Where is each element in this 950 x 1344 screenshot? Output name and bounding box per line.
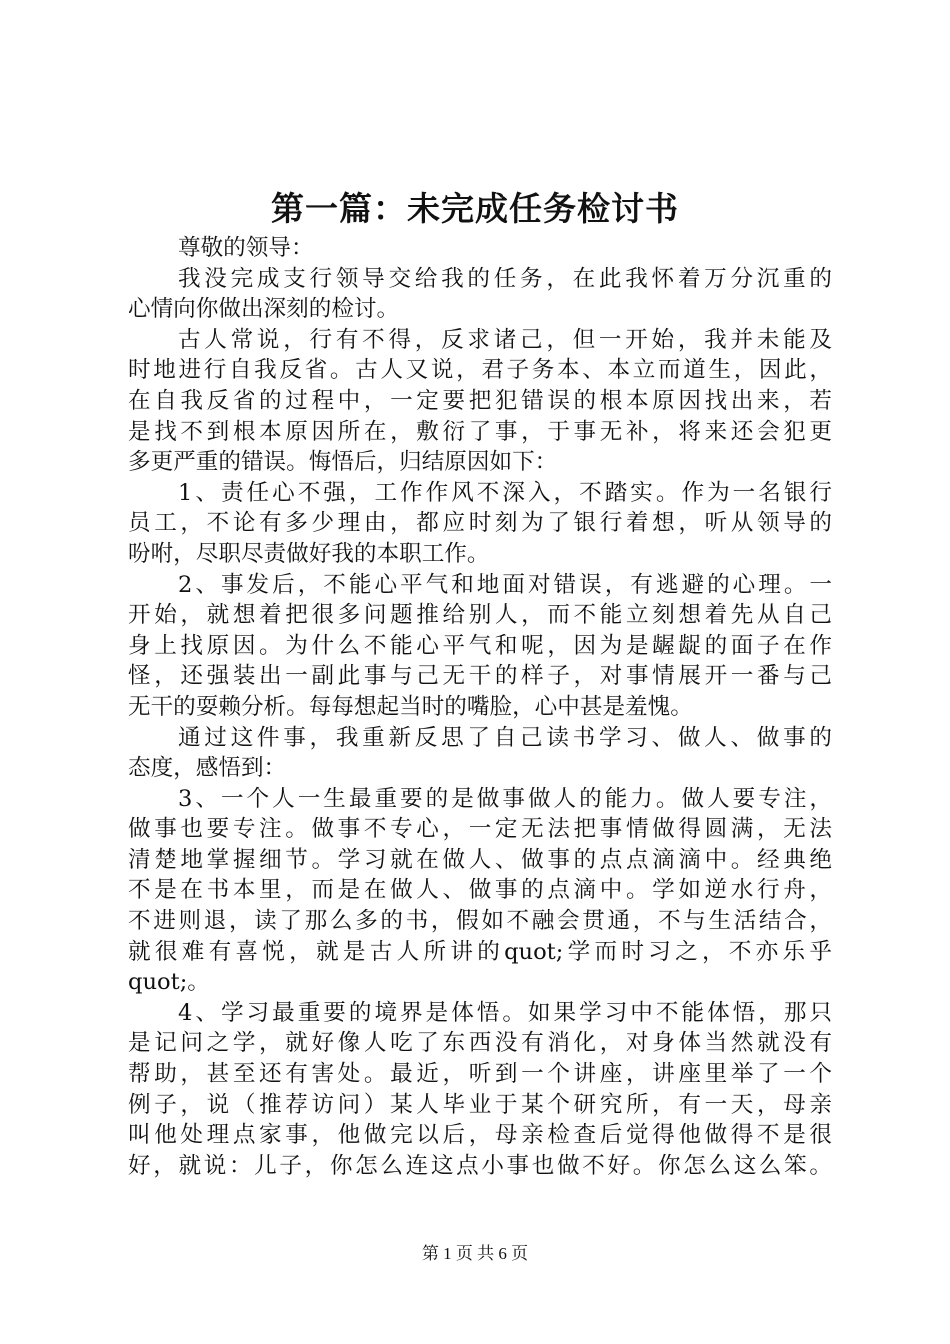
body-line: 心情向你做出深刻的检讨。 — [128, 296, 400, 323]
body-line: 怪，还强装出一副此事与己无干的样子，对事情展开一番与己 — [128, 663, 832, 690]
body-line: 是记问之学，就好像人吃了东西没有消化，对身体当然就没有 — [128, 1030, 832, 1057]
page-footer: 第 1 页 共 6 页 — [421, 1244, 529, 1263]
body-line: 帮助，甚至还有害处。最近，听到一个讲座，讲座里举了一个 — [128, 1061, 832, 1088]
body-line: 开始，就想着把很多问题推给别人，而不能立刻想着先从自己 — [128, 602, 832, 629]
body-line: 通过这件事，我重新反思了自己读书学习、做人、做事的 — [178, 724, 832, 751]
body-line: 古人常说，行有不得，反求诸己，但一开始，我并未能及 — [178, 326, 832, 353]
body-line: 无干的耍赖分析。每每想起当时的嘴脸，心中甚是羞愧。 — [128, 693, 693, 720]
body-line: 3、一个人一生最重要的是做事做人的能力。做人要专注， — [178, 785, 832, 812]
body-line: 是找不到根本原因所在，敷衍了事，于事无补，将来还会犯更 — [128, 418, 832, 445]
body-line: 就很难有喜悦，就是古人所讲的quot;学而时习之，不亦乐乎 — [128, 938, 832, 965]
body-line: 例子，说（推荐访问）某人毕业于某个研究所，有一天，母亲 — [128, 1091, 832, 1118]
body-line: 不是在书本里，而是在做人、做事的点滴中。学如逆水行舟， — [128, 877, 832, 904]
body-line: 好，就说：儿子，你怎么连这点小事也做不好。你怎么这么笨。 — [128, 1152, 832, 1179]
body-line: 做事也要专注。做事不专心，一定无法把事情做得圆满，无法 — [128, 816, 832, 843]
document-title: 第一篇：未完成任务检讨书 — [271, 189, 679, 228]
body-line: 清楚地掌握细节。学习就在做人、做事的点点滴滴中。经典绝 — [128, 846, 832, 873]
body-line: 时地进行自我反省。古人又说，君子务本、本立而道生，因此， — [128, 357, 832, 384]
body-line: quot;。 — [128, 969, 210, 996]
body-line: 2、事发后，不能心平气和地面对错误，有逃避的心理。一 — [178, 571, 832, 598]
body-line: 4、学习最重要的境界是体悟。如果学习中不能体悟，那只 — [178, 999, 832, 1026]
body-line: 员工，不论有多少理由，都应时刻为了银行着想，听从领导的 — [128, 510, 832, 537]
body-line: 态度，感悟到： — [128, 755, 287, 782]
body-line: 多更严重的错误。悔悟后，归结原因如下： — [128, 449, 558, 476]
body-line: 1、责任心不强，工作作风不深入，不踏实。作为一名银行 — [178, 479, 832, 506]
body-line: 吩咐，尽职尽责做好我的本职工作。 — [128, 540, 490, 567]
body-line: 我没完成支行领导交给我的任务，在此我怀着万分沉重的 — [178, 265, 832, 292]
body-line: 在自我反省的过程中，一定要把犯错误的根本原因找出来，若 — [128, 387, 832, 414]
body-line: 不进则退，读了那么多的书，假如不融会贯通，不与生活结合， — [128, 908, 832, 935]
body-line: 尊敬的领导： — [178, 235, 314, 261]
body-line: 身上找原因。为什么不能心平气和呢，因为是龌龊的面子在作 — [128, 632, 832, 659]
body-line: 叫他处理点家事，他做完以后，母亲检查后觉得他做得不是很 — [128, 1122, 832, 1149]
document-body — [128, 233, 832, 1181]
